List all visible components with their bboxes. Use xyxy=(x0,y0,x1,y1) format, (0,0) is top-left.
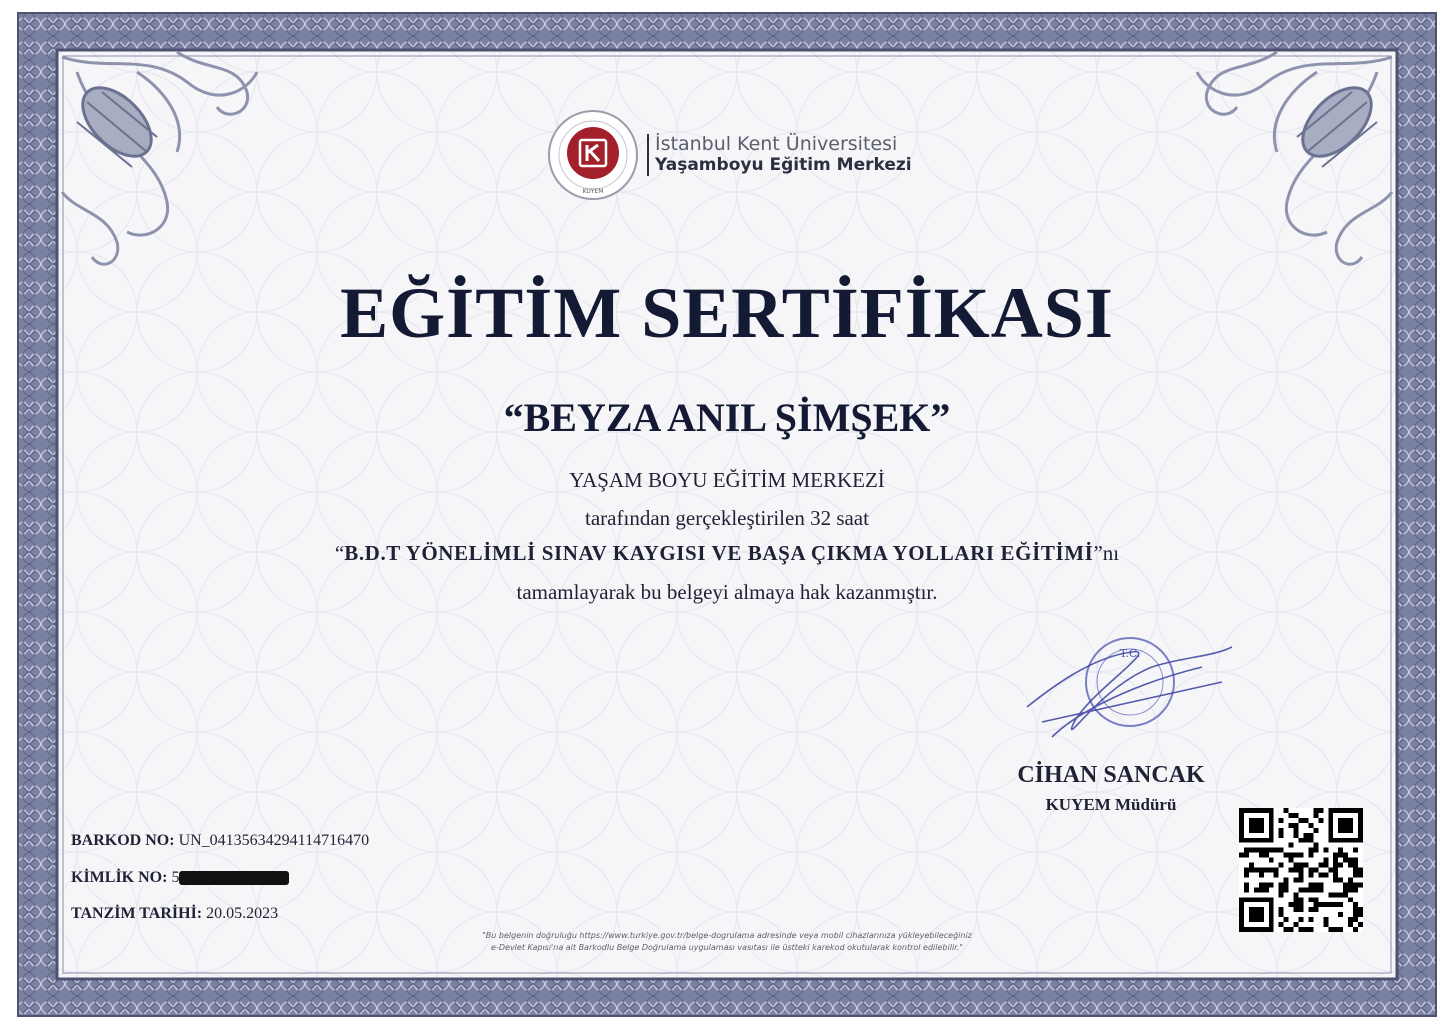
university-logo xyxy=(547,109,912,201)
logo-center-name: Yaşamboyu Eğitim Merkezi xyxy=(655,155,912,176)
duration-line: tarafından gerçekleştirilen 32 saat xyxy=(585,506,869,530)
signer-block xyxy=(1001,762,1221,815)
certificate-title: EĞİTİM SERTİFİKASI xyxy=(340,273,1114,353)
barcode-info xyxy=(71,832,369,850)
certificate xyxy=(17,12,1437,1017)
id-info xyxy=(71,869,289,887)
seal-label: KUYEM xyxy=(582,188,604,195)
verification-note xyxy=(317,930,1137,954)
logo-text xyxy=(647,134,912,175)
completion-line: tamamlayarak bu belgeyi almaya hak kazanmıştır. xyxy=(516,580,938,604)
recipient-name: “BEYZA ANIL ŞİMŞEK” xyxy=(503,395,951,440)
university-seal-icon xyxy=(547,109,639,201)
barcode-value: UN_04135634294114716470 xyxy=(174,832,370,849)
date-info xyxy=(71,905,278,923)
qr-code-icon[interactable] xyxy=(1239,808,1363,932)
id-value: 5 xyxy=(167,869,180,886)
redacted-id xyxy=(179,871,289,885)
signer-name: CİHAN SANCAK xyxy=(1017,762,1205,788)
course-line xyxy=(17,541,1437,566)
course-close-quote: ”nı xyxy=(1093,541,1120,565)
date-value: 20.05.2023 xyxy=(202,905,279,922)
signature-stamp xyxy=(1012,627,1242,752)
issuer-line: YAŞAM BOYU EĞİTİM MERKEZİ xyxy=(569,468,885,492)
logo-university-name: İstanbul Kent Üniversitesi xyxy=(655,133,898,156)
verification-note-line2: e-Devlet Kapısı'na ait Barkodlu Belge Doğrulama uygulaması vasıtası ile üstteki karekod okutularak kontrol edilebilir." xyxy=(491,943,963,952)
verification-note-line1: "Bu belgenin doğruluğu https://www.turkiye.gov.tr/belge-dogrulama adresinde veya mobil cihazlarınıza yükleyebileceğiniz xyxy=(482,931,972,940)
date-label: TANZİM TARİHİ: xyxy=(71,905,203,922)
course-name: B.D.T YÖNELİMLİ SINAV KAYGISI VE BAŞA ÇIKMA YOLLARI EĞİTİMİ xyxy=(344,541,1094,565)
barcode-label: BARKOD NO: xyxy=(71,832,175,849)
stamp-text: T.C. xyxy=(1119,647,1141,660)
signer-title: KUYEM Müdürü xyxy=(1045,795,1177,814)
id-label: KİMLİK NO: xyxy=(71,869,168,886)
course-open-quote: “ xyxy=(334,541,345,565)
